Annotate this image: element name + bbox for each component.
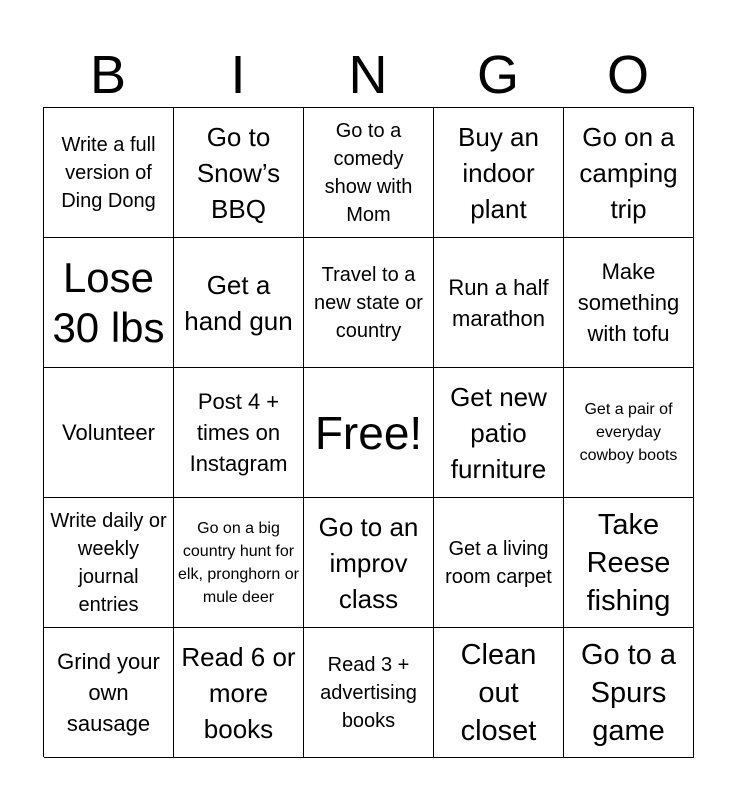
bingo-cell[interactable]: [564, 498, 694, 628]
bingo-cell[interactable]: [44, 368, 174, 498]
free-space-label: Free!: [314, 406, 423, 459]
cell-text: Go to a Spurs game: [580, 638, 677, 747]
cell-text: Lose 30 lbs: [52, 253, 165, 351]
bingo-grid: [43, 107, 694, 757]
bingo-cell[interactable]: [564, 238, 694, 368]
bingo-cell[interactable]: [174, 108, 304, 238]
bingo-cell[interactable]: [564, 628, 694, 758]
cell-text: Make something with tofu: [577, 259, 680, 346]
bingo-cell[interactable]: [564, 368, 694, 498]
cell-text: Read 6 or more books: [181, 641, 296, 744]
bingo-cell[interactable]: [44, 108, 174, 238]
bingo-cell[interactable]: [434, 108, 564, 238]
cell-text: Write a full version of Ding Dong: [61, 133, 156, 212]
cell-text: Post 4 + times on Instagram: [189, 389, 288, 476]
cell-text: Volunteer: [62, 420, 155, 445]
cell-text: Get a hand gun: [184, 269, 293, 336]
header-letter-i: I: [230, 45, 246, 105]
bingo-cell[interactable]: [304, 238, 434, 368]
cell-text: Go on a camping trip: [579, 121, 678, 224]
bingo-cell[interactable]: [174, 368, 304, 498]
cell-text: Grind your own sausage: [57, 649, 160, 736]
cell-text: Go to Snow’s BBQ: [196, 121, 281, 224]
bingo-cell[interactable]: [434, 238, 564, 368]
bingo-cell[interactable]: [44, 498, 174, 628]
bingo-cell[interactable]: [174, 628, 304, 758]
free-space-cell[interactable]: [304, 368, 434, 498]
cell-text: Get new patio furniture: [450, 381, 547, 484]
cell-text: Go on a big country hunt for elk, pronghorn or mule deer: [178, 519, 299, 606]
bingo-cell[interactable]: [304, 498, 434, 628]
header-letter-b: B: [89, 45, 127, 105]
bingo-cell[interactable]: [304, 628, 434, 758]
cell-text: Go to an improv class: [318, 511, 419, 614]
bingo-cell[interactable]: [434, 498, 564, 628]
header-letter-n: N: [348, 45, 388, 105]
cell-text: Get a living room carpet: [445, 537, 552, 588]
cell-text: Go to a comedy show with Mom: [324, 119, 413, 226]
cell-text: Buy an indoor plant: [458, 121, 539, 224]
bingo-cell[interactable]: [44, 238, 174, 368]
cell-text: Take Reese fishing: [586, 508, 671, 617]
cell-text: Clean out closet: [460, 638, 537, 747]
bingo-header: [43, 44, 693, 106]
cell-text: Run a half marathon: [448, 274, 549, 331]
cell-text: Read 3 + advertising books: [320, 653, 417, 732]
header-letter-g: G: [476, 45, 519, 105]
cell-text: Write daily or weekly journal entries: [50, 509, 167, 616]
bingo-cell[interactable]: [434, 628, 564, 758]
bingo-cell[interactable]: [564, 108, 694, 238]
bingo-cell[interactable]: [174, 238, 304, 368]
bingo-cell[interactable]: [174, 498, 304, 628]
bingo-cell[interactable]: [434, 368, 564, 498]
header-letter-o: O: [606, 45, 649, 105]
cell-text: Travel to a new state or country: [314, 263, 423, 342]
bingo-cell[interactable]: [304, 108, 434, 238]
bingo-cell[interactable]: [44, 628, 174, 758]
cell-text: Get a pair of everyday cowboy boots: [579, 401, 678, 464]
